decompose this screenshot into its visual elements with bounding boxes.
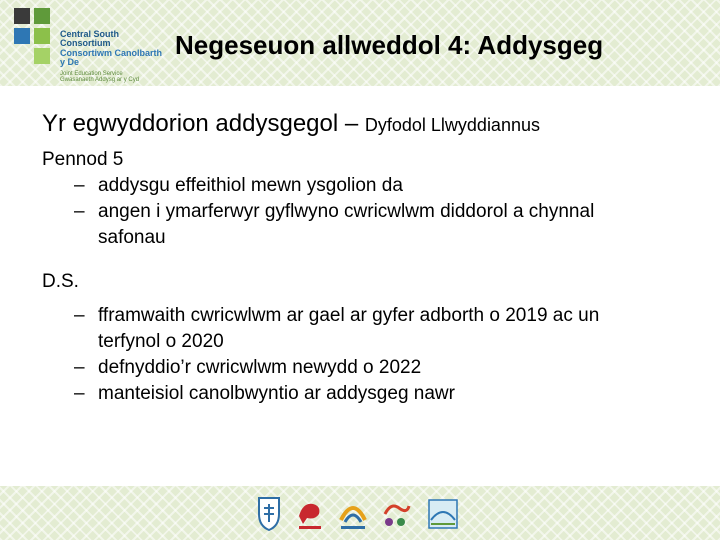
bullet-item [42,355,658,381]
bullet-text: defnyddio’r cwricwlwm newydd o 2022 [98,357,422,378]
logo-wordmark [60,30,164,83]
bullet-item [42,199,658,251]
dash-marker: – [74,305,85,326]
bullet-text: addysgu effeithiol mewn ysgolion da [98,175,403,196]
bullet-item [42,303,658,355]
council-logo [337,494,369,534]
slide-body [42,108,702,407]
dash-marker: – [74,383,85,404]
logo-line-3: Joint Education Service [60,70,123,77]
bullet-text: fframwaith cwricwlwm ar gael ar gyfer adborth o 2019 ac un terfynol o 2020 [98,305,600,352]
logo-line-1: Central South Consortium [60,29,120,49]
logo-line-2: Consortiwm Canolbarth y De [60,47,163,68]
slide-title: Negeseuon allweddol 4: Addysgeg [175,30,604,60]
section-1-title: Pennod 5 [42,149,124,170]
logo-squares [14,8,54,70]
bullet-item [42,173,658,199]
crest-logo [255,494,283,534]
dash-marker: – [74,175,85,196]
main-heading-sub: Dyfodol Llwyddiannus [364,115,540,135]
bridge-logo [427,494,459,534]
main-heading [42,108,702,141]
partner-logos [255,494,465,534]
dragon-logo [295,494,325,534]
bullet-text: manteisiol canolbwyntio ar addysgeg nawr [98,383,455,404]
bullet-item [42,381,658,407]
main-heading-text: Yr egwyddorion addysgegol – [42,110,365,137]
section-2-title: D.S. [42,271,79,292]
music-logo [379,494,413,534]
dash-marker: – [74,357,85,378]
bullet-text: angen i ymarferwyr gyflwyno cwricwlwm diddorol a chynnal safonau [98,201,595,248]
consortium-logo [14,8,164,84]
logo-line-4: Gwasanaeth Addysg ar y Cyd [60,77,140,84]
dash-marker: – [74,201,85,222]
